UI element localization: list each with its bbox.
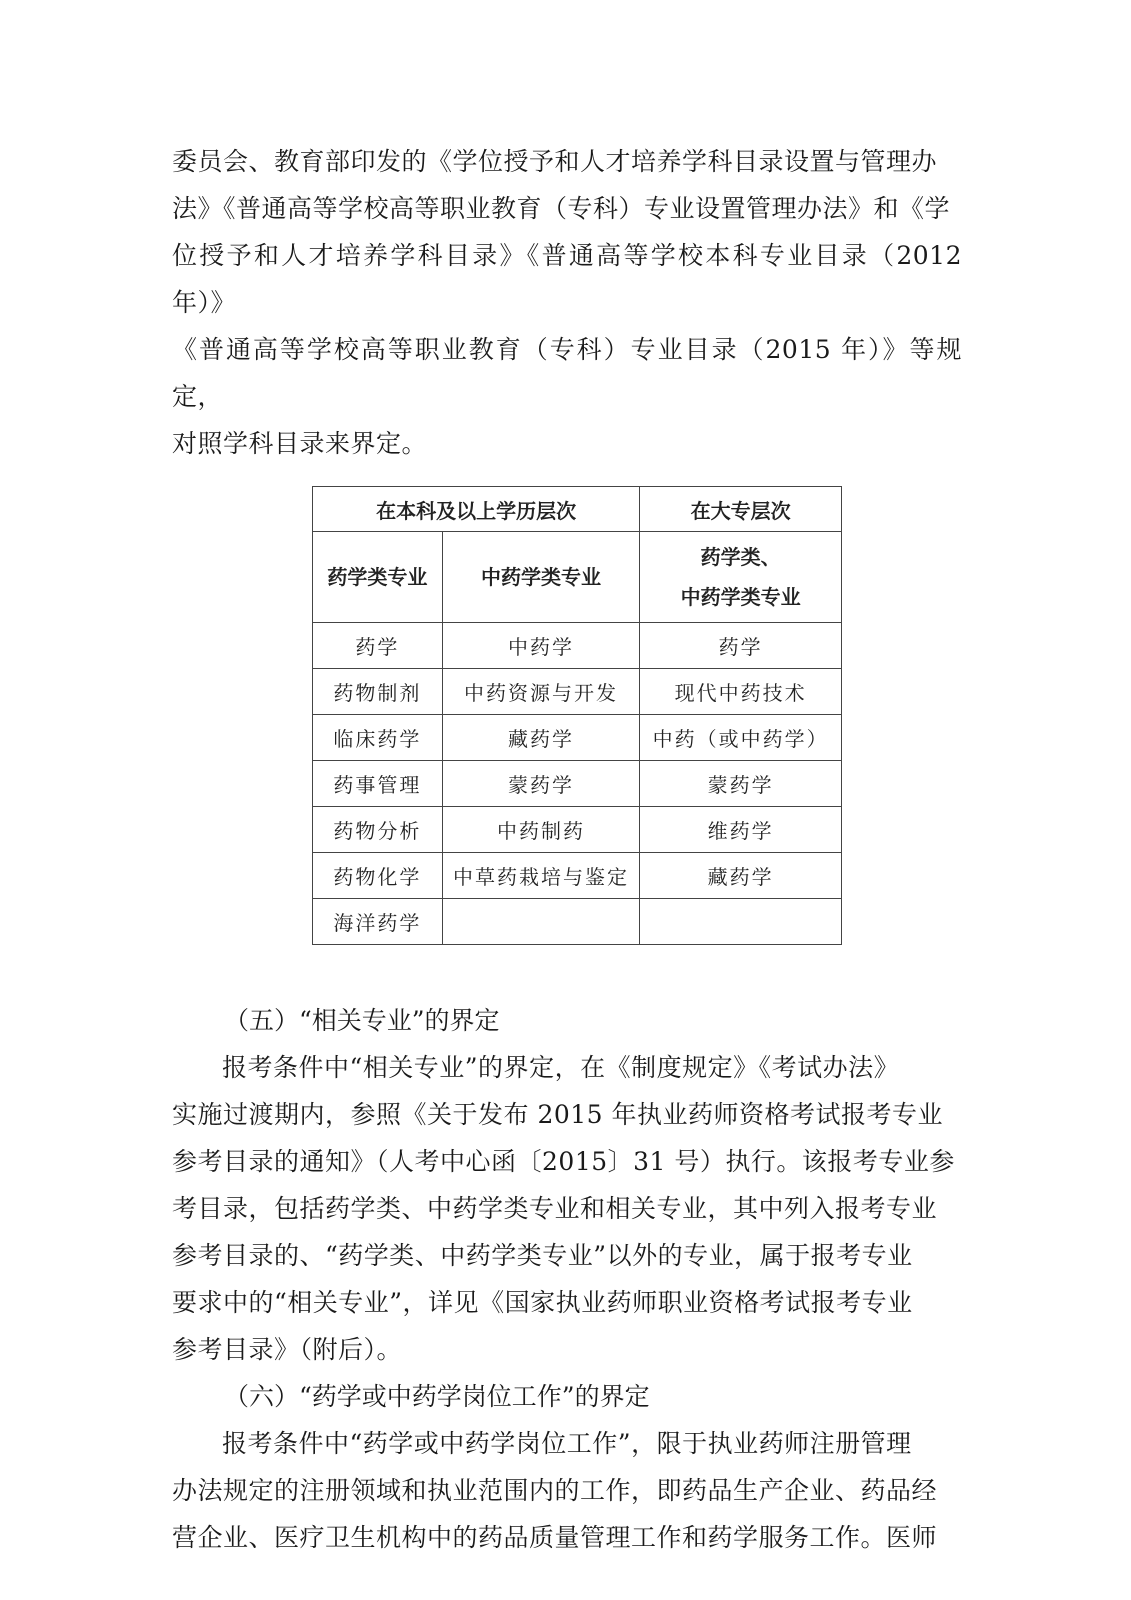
majors-table-container xyxy=(312,486,842,945)
text-line: 考目录，包括药学类、中药学类专业和相关专业，其中列入报考专业 xyxy=(172,1194,938,1223)
table-cell: 藏药学 xyxy=(640,853,842,899)
table-header-row xyxy=(313,487,842,532)
text-line: 参考目录的、“药学类、中药学类专业”以外的专业，属于报考专业 xyxy=(172,1241,913,1270)
subheader-pharmacy: 药学类专业 xyxy=(313,532,443,623)
table-cell xyxy=(442,899,640,945)
subheader-tcm-pharmacy: 中药学类专业 xyxy=(442,532,640,623)
table-cell: 药物制剂 xyxy=(313,669,443,715)
table-cell: 药事管理 xyxy=(313,761,443,807)
subheader-college-line2: 中药学类专业 xyxy=(680,585,801,609)
document-page xyxy=(172,138,962,1561)
table-row xyxy=(313,807,842,853)
subheader-college-line1: 药学类、 xyxy=(700,545,781,569)
table-cell: 临床药学 xyxy=(313,715,443,761)
table-cell: 现代中药技术 xyxy=(640,669,842,715)
text-line: 要求中的“相关专业”，详见《国家执业药师职业资格考试报考专业 xyxy=(172,1288,913,1317)
header-college: 在大专层次 xyxy=(640,487,842,532)
section-5 xyxy=(172,997,962,1373)
table-row xyxy=(313,715,842,761)
text-line: 办法规定的注册领域和执业范围内的工作，即药品生产企业、药品经 xyxy=(172,1476,938,1505)
table-row xyxy=(313,669,842,715)
text-line: 委员会、教育部印发的《学位授予和人才培养学科目录设置与管理办 xyxy=(172,147,938,176)
spacer xyxy=(172,945,962,997)
table-cell: 维药学 xyxy=(640,807,842,853)
text-line: 参考目录的通知》（人考中心函〔2015〕31 号）执行。该报考专业参 xyxy=(172,1147,955,1176)
subheader-college-majors xyxy=(640,532,842,623)
table-cell: 蒙药学 xyxy=(442,761,640,807)
text-line: 法》《普通高等学校高等职业教育（专科）专业设置管理办法》和《学 xyxy=(172,194,951,223)
table-cell: 药物分析 xyxy=(313,807,443,853)
text-line: 报考条件中“药学或中药学岗位工作”，限于执业药师注册管理 xyxy=(222,1429,912,1458)
majors-table xyxy=(312,486,842,945)
table-cell: 藏药学 xyxy=(442,715,640,761)
header-undergraduate: 在本科及以上学历层次 xyxy=(313,487,640,532)
section-5-heading: （五）“相关专业”的界定 xyxy=(224,1006,500,1035)
table-cell: 药物化学 xyxy=(313,853,443,899)
table-subheader-row xyxy=(313,532,842,623)
text-line: 营企业、医疗卫生机构中的药品质量管理工作和药学服务工作。医师 xyxy=(172,1523,938,1552)
section-6 xyxy=(172,1373,962,1561)
table-row xyxy=(313,623,842,669)
text-line: 对照学科目录来界定。 xyxy=(172,429,428,458)
table-row xyxy=(313,853,842,899)
table-cell: 药学 xyxy=(640,623,842,669)
table-cell: 中药（或中药学） xyxy=(640,715,842,761)
section-6-heading: （六）“药学或中药学岗位工作”的界定 xyxy=(224,1382,650,1411)
table-cell: 中药制药 xyxy=(442,807,640,853)
table-cell xyxy=(640,899,842,945)
table-cell: 中药资源与开发 xyxy=(442,669,640,715)
table-cell: 中草药栽培与鉴定 xyxy=(442,853,640,899)
table-cell: 中药学 xyxy=(442,623,640,669)
table-cell: 蒙药学 xyxy=(640,761,842,807)
text-line: 参考目录》（附后）。 xyxy=(172,1335,403,1364)
text-line: 《普通高等学校高等职业教育（专科）专业目录（2015 年）》等规定， xyxy=(172,335,962,411)
text-line: 实施过渡期内，参照《关于发布 2015 年执业药师资格考试报考专业 xyxy=(172,1100,944,1129)
intro-paragraph xyxy=(172,138,962,467)
text-line: 位授予和人才培养学科目录》《普通高等学校本科专业目录（2012年）》 xyxy=(172,241,962,317)
table-row xyxy=(313,899,842,945)
table-cell: 海洋药学 xyxy=(313,899,443,945)
table-row xyxy=(313,761,842,807)
text-line: 报考条件中“相关专业”的界定，在《制度规定》《考试办法》 xyxy=(222,1053,900,1082)
table-cell: 药学 xyxy=(313,623,443,669)
